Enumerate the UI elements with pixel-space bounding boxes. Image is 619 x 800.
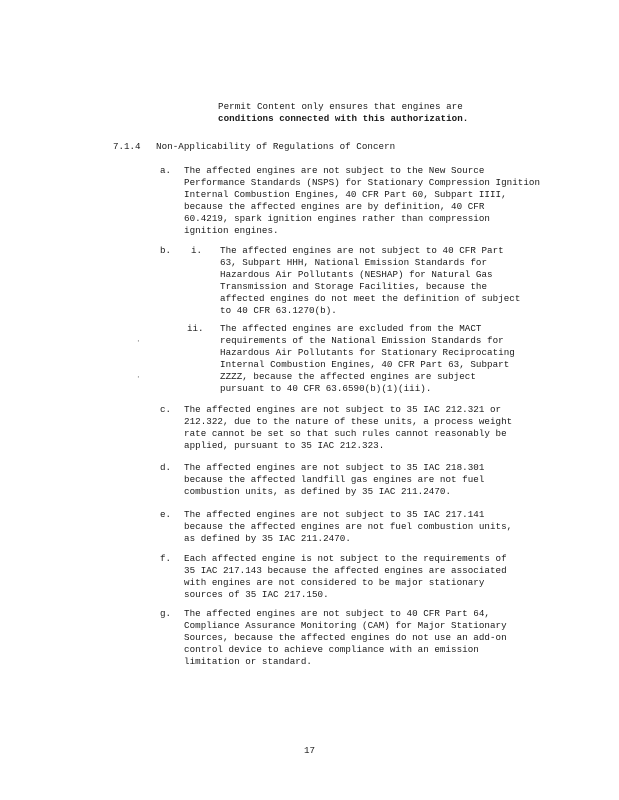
item-b-i-label: i.: [191, 245, 203, 256]
intro-line-2: conditions connected with this authorization.: [218, 113, 469, 124]
item-f-text: Each affected engine is not subject to the requirements of 35 IAC 217.143 because the affected engines are associated with engines are not considered to be major stationary sources of 35 IAC 217.150.: [184, 553, 507, 600]
item-a-text: The affected engines are not subject to the New Source Performance Standards (NSPS) for Stationary Compression Ignition Internal Combustion Engines, 40 CFR Part 60, Subpart IIII, because the affected engines are by definition, 40 CFR 60.4219, spark ignition engines rather than compression ignition engines.: [184, 165, 541, 236]
page-number: 17: [303, 745, 316, 756]
item-d-text: The affected engines are not subject to 35 IAC 218.301 because the affected landfill gas engines are not fuel combustion units, as defined by 35 IAC 211.2470.: [184, 462, 485, 497]
item-b-ii-label: ii.: [187, 323, 204, 334]
item-g-label: g.: [160, 608, 172, 619]
item-e-text: The affected engines are not subject to 35 IAC 217.141 because the affected engines are not fuel combustion units, as defined by 35 IAC 211.2470.: [184, 509, 513, 544]
intro-line-1: Permit Content only ensures that engines are: [218, 101, 463, 112]
section-heading: Non-Applicability of Regulations of Concern: [156, 141, 396, 152]
item-a-label: a.: [160, 165, 172, 176]
item-b-label: b.: [160, 245, 172, 256]
item-c-label: c.: [160, 404, 172, 415]
item-d-label: d.: [160, 462, 172, 473]
item-c-text: The affected engines are not subject to 35 IAC 212.321 or 212.322, due to the nature of these units, a process weight rate cannot be set so that such rules cannot reasonably be applied, pursuant to 35 IAC 212.323.: [184, 404, 513, 451]
item-g-text: The affected engines are not subject to 40 CFR Part 64, Compliance Assurance Monitoring (CAM) for Major Stationary Sources, because the affected engines do not use an add-on control device to achieve compliance with an emission limitation or standard.: [184, 608, 507, 667]
item-f-label: f.: [160, 553, 172, 564]
item-b-ii-text: The affected engines are excluded from the MACT requirements of the National Emission Standards for Hazardous Air Pollutants for Stationary Reciprocating Internal Combustion Engines, 40 CFR Part 63, Subpart ZZZZ, because the affected engines are subject pursuant to 40 CFR 63.6590(b)(1)(iii).: [220, 323, 515, 394]
scan-speck: ·: [136, 373, 141, 382]
item-e-label: e.: [160, 509, 172, 520]
scan-speck: ·: [136, 337, 141, 346]
section-number: 7.1.4: [113, 141, 141, 152]
item-b-i-text: The affected engines are not subject to 40 CFR Part 63, Subpart HHH, National Emission Standards for Hazardous Air Pollutants (NESHAP) for Natural Gas Transmission and Storage Facilities, because the affected engines do not meet the definition of subject to 40 CFR 63.1270(b).: [220, 245, 521, 316]
